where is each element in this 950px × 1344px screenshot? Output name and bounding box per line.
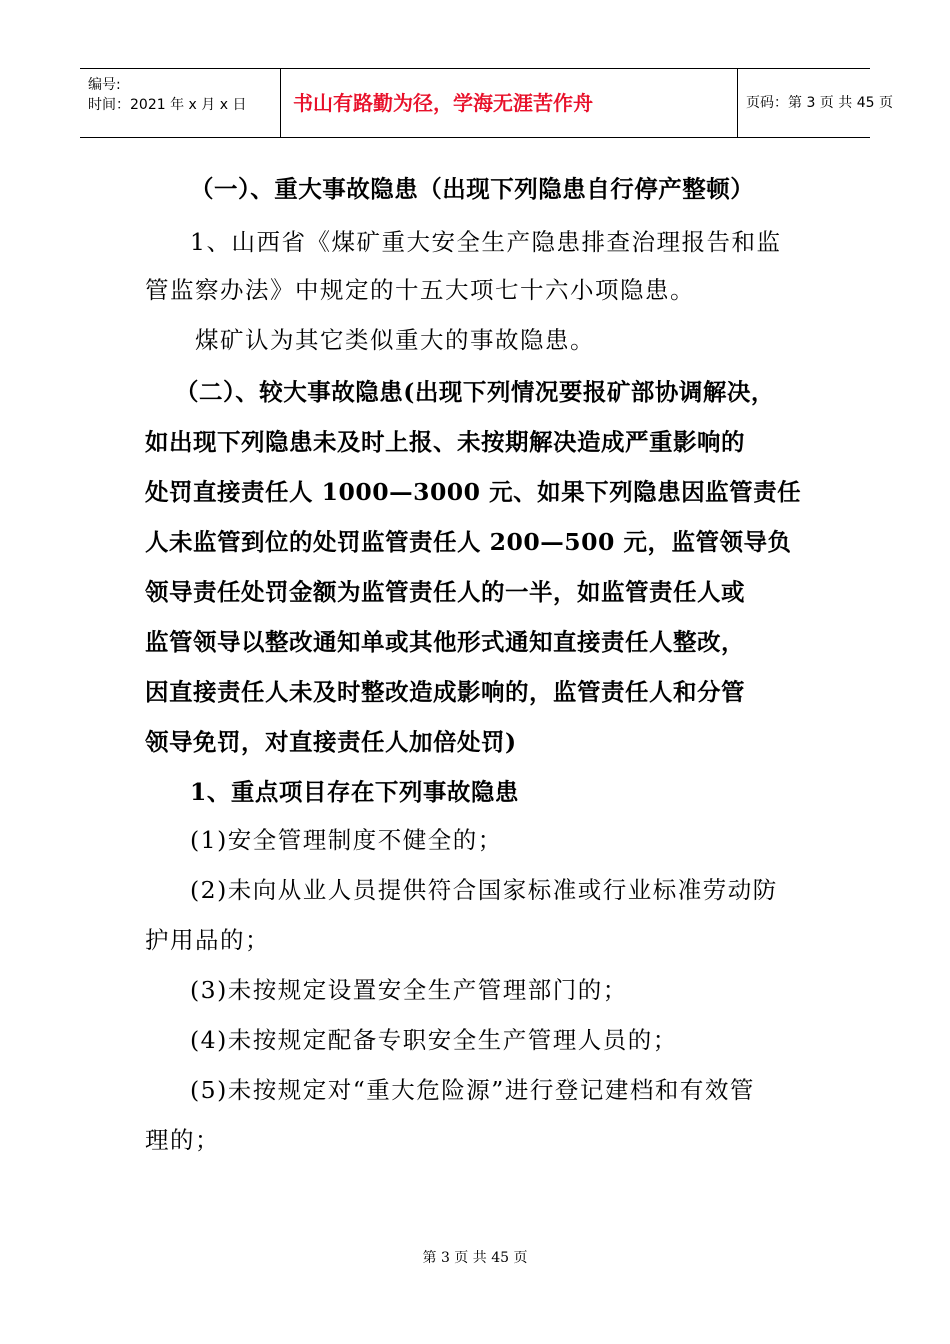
- document-number-label: 编号:: [88, 77, 121, 93]
- list-item-continuation: 理的；: [145, 1126, 220, 1154]
- paragraph-line: 人未监管到位的处罚监管责任人 200—500 元，监管领导负: [145, 528, 792, 556]
- list-item: (1)安全管理制度不健全的；: [190, 826, 503, 854]
- list-item: (3)未按规定设置安全生产管理部门的；: [190, 976, 628, 1004]
- paragraph-line: 领导责任处罚金额为监管责任人的一半，如监管责任人或: [145, 578, 745, 606]
- page-footer: 第 3 页 共 45 页: [422, 1250, 528, 1266]
- paragraph-line: 监管领导以整改通知单或其他形式通知直接责任人整改，: [145, 628, 745, 656]
- paragraph-line: 处罚直接责任人 1000—3000 元、如果下列隐患因监管责任: [145, 478, 802, 506]
- document-date: 时间：2021 年 x 月 x 日: [88, 97, 247, 113]
- header-page-info: 页码：第 3 页 共 45 页: [746, 95, 893, 111]
- paragraph-line: 因直接责任人未及时整改造成影响的，监管责任人和分管: [145, 678, 745, 706]
- paragraph-line: 1、山西省《煤矿重大安全生产隐患排查治理报告和监: [190, 228, 782, 256]
- header-meta: [80, 69, 280, 137]
- list-item-continuation: 护用品的；: [145, 926, 270, 954]
- subsection-heading: 1、重点项目存在下列事故隐患: [190, 778, 519, 806]
- section-heading-major-hazards: （一）、重大事故隐患（出现下列隐患自行停产整顿）: [190, 175, 755, 203]
- paragraph-line: 煤矿认为其它类似重大的事故隐患。: [195, 326, 595, 354]
- header-motto: 书山有路勤为径，学海无涯苦作舟: [280, 69, 738, 137]
- paragraph-line: 管监察办法》中规定的十五大项七十六小项隐患。: [145, 276, 695, 304]
- paragraph-line: 领导免罚，对直接责任人加倍处罚): [145, 728, 517, 756]
- document-header: [80, 68, 893, 138]
- list-item: (2)未向从业人员提供符合国家标准或行业标准劳动防: [190, 876, 778, 904]
- paragraph-line: 如出现下列隐患未及时上报、未按期解决造成严重影响的: [145, 428, 745, 456]
- section-heading-significant-hazards: （二）、较大事故隐患(出现下列情况要报矿部协调解决，: [175, 378, 775, 406]
- list-item: (5)未按规定对“重大危险源”进行登记建档和有效管: [190, 1076, 755, 1104]
- list-item: (4)未按规定配备专职安全生产管理人员的；: [190, 1026, 678, 1054]
